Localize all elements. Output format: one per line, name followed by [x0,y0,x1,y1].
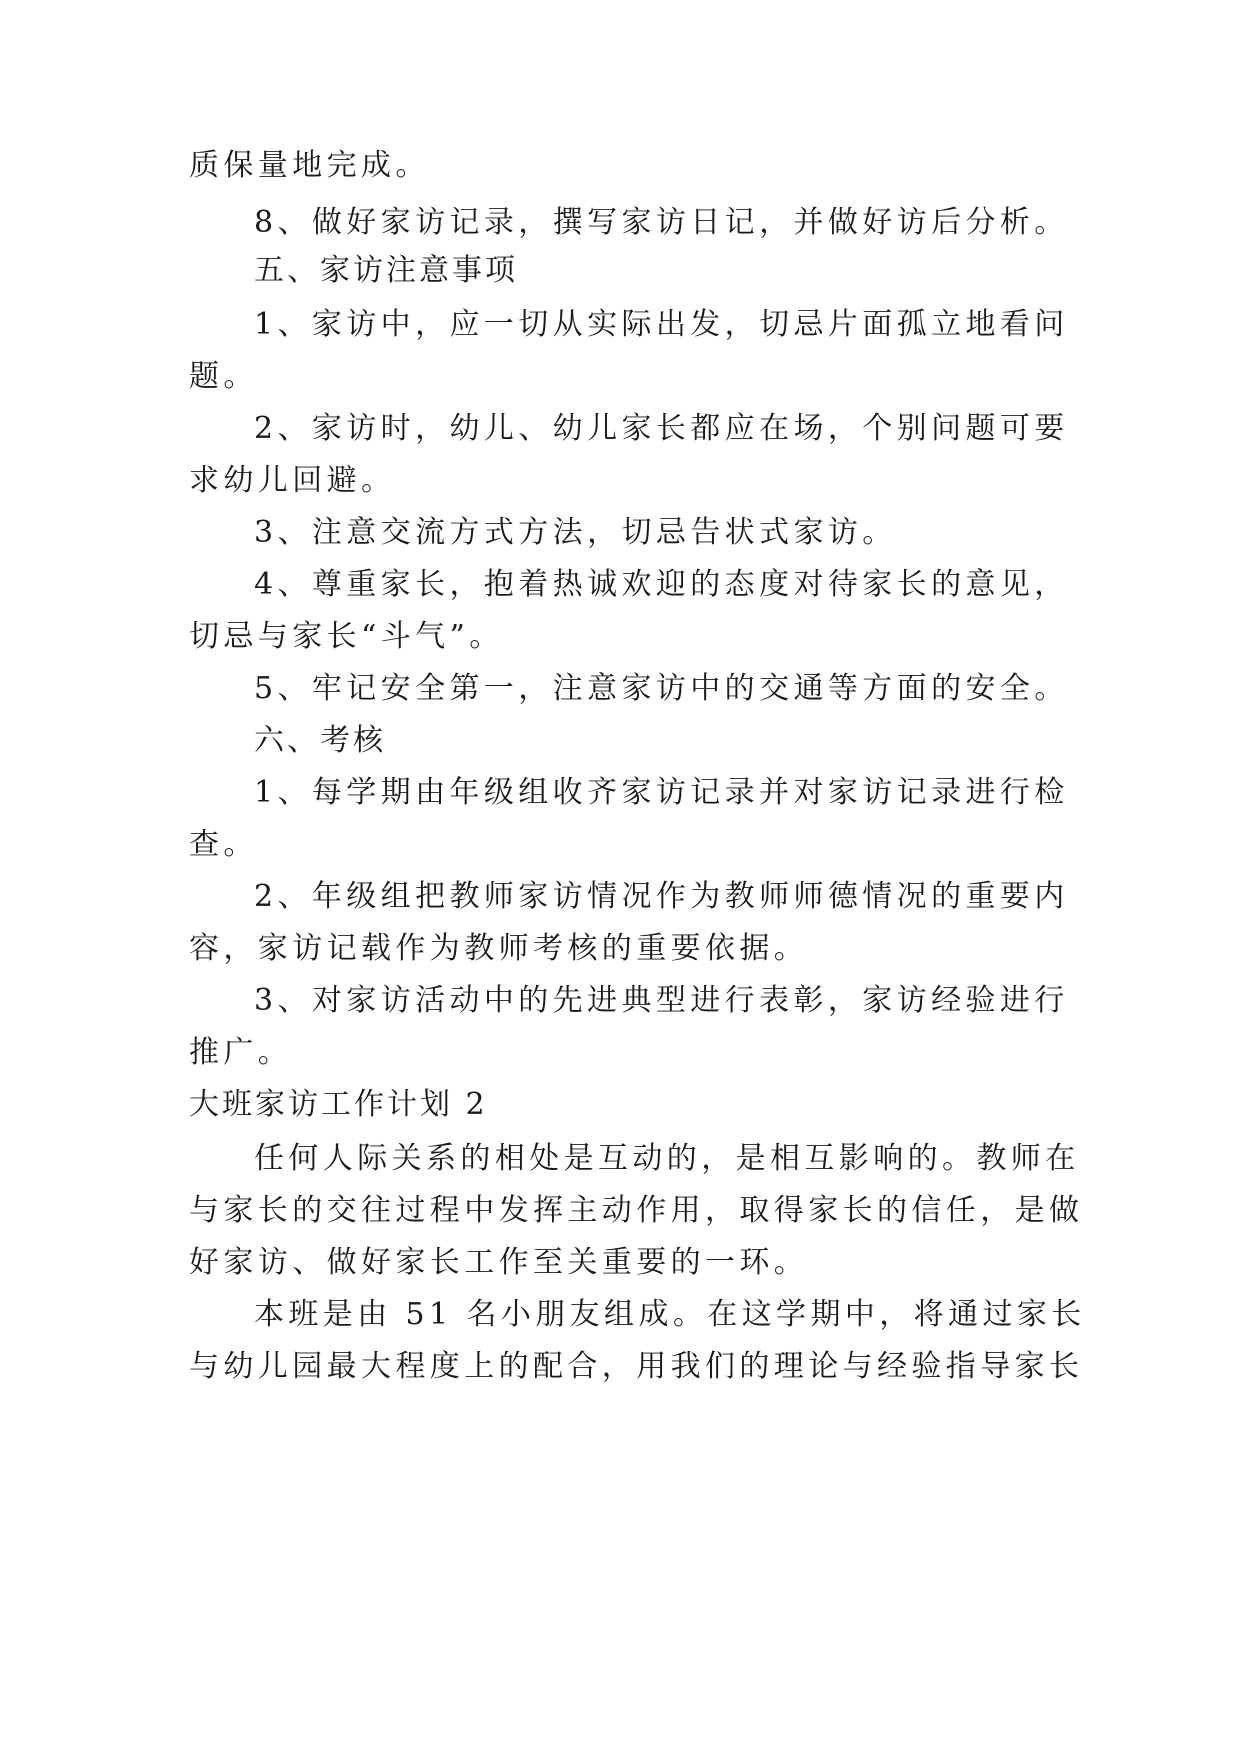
list-item: 2、家访时，幼儿、幼儿家长都应在场，个别问题可要 [254,411,1069,446]
list-item: 4、尊重家长，抱着热诚欢迎的态度对待家长的意见， [254,567,1069,602]
list-item-continuation: 推广。 [189,1035,293,1070]
list-item: 3、对家访活动中的先进典型进行表彰，家访经验进行 [254,983,1069,1018]
list-item-continuation: 切忌与家长“斗气”。 [189,619,504,654]
list-item-continuation: 查。 [189,827,258,862]
list-item: 8、做好家访记录，撰写家访日记，并做好访后分析。 [254,205,1069,240]
list-item-continuation: 容，家访记载作为教师考核的重要依据。 [189,931,809,966]
document-title: 大班家访工作计划 2 [189,1087,488,1122]
paragraph-continuation: 质保量地完成。 [189,148,430,183]
paragraph-continuation: 与幼儿园最大程度上的配合，用我们的理论与经验指导家长 [189,1349,1084,1384]
section-heading: 六、考核 [254,723,386,758]
list-item: 5、牢记安全第一，注意家访中的交通等方面的安全。 [254,671,1069,706]
section-heading: 五、家访注意事项 [254,253,518,288]
paragraph-continuation: 与家长的交往过程中发挥主动作用，取得家长的信任，是做 [189,1193,1084,1228]
list-item: 3、注意交流方式方法，切忌告状式家访。 [254,515,897,550]
list-item: 1、家访中，应一切从实际出发，切忌片面孤立地看问 [254,307,1069,342]
list-item: 2、年级组把教师家访情况作为教师师德情况的重要内 [254,879,1069,914]
paragraph: 任何人际关系的相处是互动的，是相互影响的。教师在 [254,1141,1080,1176]
list-item-continuation: 求幼儿回避。 [189,463,396,498]
list-item: 1、每学期由年级组收齐家访记录并对家访记录进行检 [254,775,1069,810]
paragraph: 本班是由 51 名小朋友组成。在这学期中，将通过家长 [254,1297,1086,1332]
paragraph-continuation: 好家访、做好家长工作至关重要的一环。 [189,1245,809,1280]
list-item-continuation: 题。 [189,359,258,394]
